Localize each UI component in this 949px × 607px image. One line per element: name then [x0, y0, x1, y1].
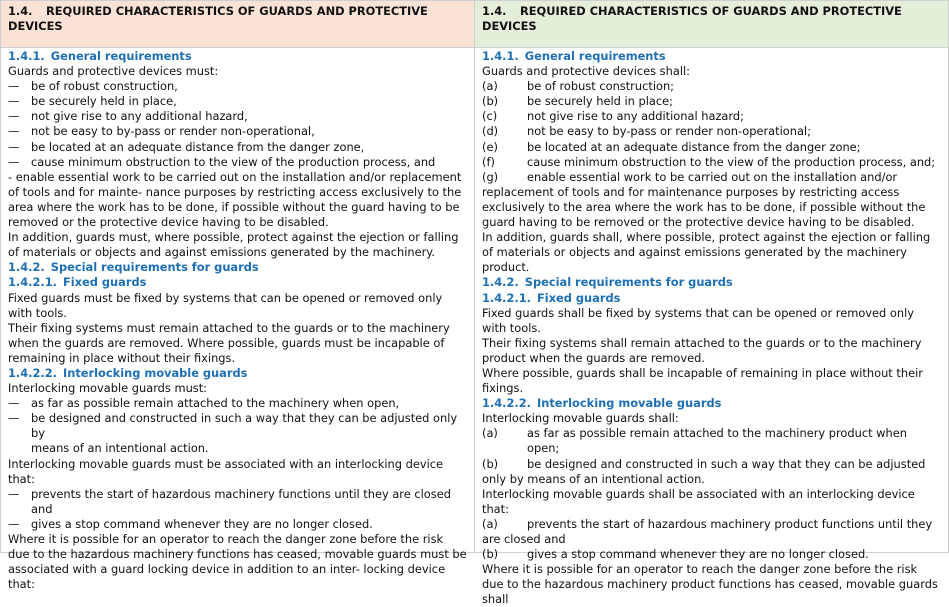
- right-interlock-final: Where it is possible for an operator to reach the danger zone before the risk due to the hazardous machinery product functions has ceased, movable guards shall: [482, 562, 938, 607]
- list-item-continuation: are closed and: [482, 532, 566, 546]
- heading-title: Special requirements for guards: [50, 260, 259, 275]
- list-text: be of robust construction;: [527, 79, 675, 94]
- right-general-intro: Guards and protective devices shall:: [482, 64, 690, 79]
- list-marker: —: [8, 516, 20, 531]
- right-body: [475, 48, 948, 607]
- list-item: [8, 487, 467, 517]
- list-item: [482, 94, 941, 109]
- right-heading-general: [482, 49, 941, 64]
- list-item: [482, 426, 941, 456]
- list-text: prevents the start of hazardous machinery product functions until they: [527, 516, 933, 531]
- list-item: [482, 457, 941, 472]
- list-marker: (b): [482, 94, 499, 109]
- heading-number: 1.4.1.: [8, 49, 45, 63]
- right-heading-fixed: [482, 291, 941, 306]
- left-interlock-para: Interlocking movable guards must be associated with an interlocking device that:: [8, 456, 444, 486]
- list-marker: —: [8, 411, 20, 426]
- list-item: [482, 124, 941, 139]
- left-header-title: REQUIRED CHARACTERISTICS OF GUARDS AND PROTECTIVE DEVICES: [8, 4, 428, 33]
- list-marker: (b): [482, 547, 499, 562]
- list-text: cause minimum obstruction to the view of the production process, and: [31, 154, 436, 169]
- list-item: [8, 124, 467, 139]
- left-general-para2: In addition, guards must, where possible, protect against the ejection or falling of materials or objects and against emissions generated by the machinery.: [8, 230, 459, 260]
- heading-title: General requirements: [50, 49, 192, 63]
- list-item: [482, 79, 941, 94]
- list-marker: —: [8, 124, 20, 139]
- list-text: enable essential work to be carried out on the installation and/or: [527, 169, 898, 184]
- list-item: [482, 170, 941, 185]
- left-heading-interlock: [8, 366, 467, 381]
- right-header-title: REQUIRED CHARACTERISTICS OF GUARDS AND PROTECTIVE DEVICES: [482, 4, 902, 33]
- list-text: cause minimum obstruction to the view of the production process, and;: [527, 154, 936, 169]
- left-body: [1, 48, 474, 592]
- list-item: [482, 547, 941, 562]
- list-item-continuation: only by means of an intentional action.: [482, 471, 705, 486]
- list-text: not be easy to by-pass or render non-operational,: [31, 124, 315, 139]
- heading-number: 1.4.2.: [482, 275, 519, 290]
- list-text: be securely held in place;: [527, 94, 673, 109]
- heading-title: Special requirements for guards: [524, 275, 733, 290]
- list-text: not give rise to any additional hazard,: [31, 109, 248, 124]
- list-marker: (a): [482, 426, 498, 441]
- list-item: [8, 517, 467, 532]
- list-item: [482, 109, 941, 124]
- right-heading-special: [482, 275, 941, 290]
- list-marker: (f): [482, 154, 495, 169]
- left-fixed-p1: Fixed guards must be fixed by systems that can be opened or removed only with tools.: [8, 290, 443, 320]
- list-marker: —: [8, 486, 20, 501]
- right-header: [475, 1, 948, 48]
- list-item: [482, 140, 941, 155]
- right-general-para1: replacement of tools and for maintenance purposes by restricting access exclusively to the area where the work has to be done, if possible without the guard having to be removed or the protective device having to be disabled.: [482, 184, 926, 230]
- list-text: be securely held in place,: [31, 94, 177, 109]
- right-fixed-p1: Fixed guards shall be fixed by systems that can be opened or removed only with tools.: [482, 305, 914, 335]
- list-text: gives a stop command whenever they are no longer closed.: [527, 547, 869, 562]
- right-interlock-para: Interlocking movable guards shall be associated with an interlocking device that:: [482, 486, 915, 516]
- list-marker: (d): [482, 124, 499, 139]
- list-text: be located at an adequate distance from the danger zone;: [527, 139, 861, 154]
- list-marker: (g): [482, 169, 499, 184]
- list-marker: (b): [482, 456, 499, 471]
- list-text: as far as possible remain attached to the machinery when open,: [31, 396, 400, 411]
- right-fixed-p3: Where possible, guards shall be incapable of remaining in place without their fixings.: [482, 365, 923, 396]
- heading-number: 1.4.2.2.: [8, 365, 58, 380]
- list-text: as far as possible remain attached to the machinery product when open;: [527, 426, 907, 456]
- list-item: [8, 411, 467, 441]
- heading-title: Fixed guards: [537, 290, 621, 305]
- list-item: [8, 155, 467, 170]
- list-item: [8, 140, 467, 155]
- right-header-number: 1.4.: [482, 4, 507, 18]
- heading-number: 1.4.2.1.: [482, 290, 532, 305]
- list-text: be designed and constructed in such a way that they can be adjusted: [527, 456, 926, 471]
- list-item: [8, 109, 467, 124]
- left-fixed-p2: Their fixing systems must remain attached to the guards or to the machinery when the guards are removed. Where possible, guards must be incapable of remaining in place without their fixings.: [8, 320, 450, 365]
- list-marker: —: [8, 94, 20, 109]
- left-interlock-final: Where it is possible for an operator to reach the danger zone before the risk due to the hazardous machinery functions has ceased, movable guards must be associated with a guard locking device in addition to an inter- locking device that:: [8, 532, 467, 592]
- list-text: prevents the start of hazardous machinery functions until they are closed and: [31, 486, 451, 516]
- left-header: [1, 1, 474, 48]
- heading-title: Fixed guards: [63, 275, 147, 290]
- left-general-para1: - enable essential work to be carried out on the installation and/or replacement of tools and for mainte- nance purposes by restricting access exclusively to the area where the work has to be done, if possible without the guard having to be removed or the protective device having to be disabled.: [8, 169, 462, 230]
- left-header-number: 1.4.: [8, 4, 33, 18]
- heading-title: Interlocking movable guards: [63, 365, 248, 380]
- list-text: be designed and constructed in such a way that they can be adjusted only by: [31, 411, 458, 441]
- left-heading-special: [8, 260, 467, 275]
- left-general-intro: Guards and protective devices must:: [8, 64, 219, 79]
- list-marker: (c): [482, 109, 498, 124]
- list-marker: (a): [482, 516, 498, 531]
- list-marker: —: [8, 109, 20, 124]
- heading-title: General requirements: [524, 49, 666, 63]
- left-heading-general: [8, 49, 467, 64]
- list-marker: —: [8, 139, 20, 154]
- list-item: [8, 94, 467, 109]
- list-text: gives a stop command whenever they are no longer closed.: [31, 516, 373, 531]
- list-marker: (e): [482, 139, 498, 154]
- list-text: not be easy to by-pass or render non-operational;: [527, 124, 811, 139]
- left-interlock-intro: Interlocking movable guards must:: [8, 381, 208, 396]
- heading-number: 1.4.2.1.: [8, 275, 58, 290]
- list-text: be of robust construction,: [31, 79, 178, 94]
- list-marker: —: [8, 79, 20, 94]
- left-column: [0, 0, 475, 592]
- heading-number: 1.4.2.2.: [482, 396, 532, 411]
- heading-title: Interlocking movable guards: [537, 396, 722, 411]
- right-general-para2: In addition, guards shall, where possible, protect against the ejection or falling of materials or objects and against emissions generated by the machinery product.: [482, 230, 931, 275]
- heading-number: 1.4.1.: [482, 49, 519, 63]
- right-column: [475, 0, 949, 607]
- list-item: [8, 79, 467, 94]
- list-marker: (a): [482, 79, 498, 94]
- heading-number: 1.4.2.: [8, 260, 45, 275]
- right-interlock-intro: Interlocking movable guards shall:: [482, 411, 679, 426]
- left-heading-fixed: [8, 275, 467, 290]
- list-item: [482, 155, 941, 170]
- list-marker: —: [8, 396, 20, 411]
- list-item: [8, 396, 467, 411]
- right-heading-interlock: [482, 396, 941, 411]
- list-item-continuation: means of an intentional action.: [31, 441, 209, 456]
- list-marker: —: [8, 154, 20, 169]
- list-item: [482, 517, 941, 532]
- list-text: be located at an adequate distance from the danger zone,: [31, 139, 365, 154]
- list-text: not give rise to any additional hazard;: [527, 109, 744, 124]
- right-fixed-p2: Their fixing systems shall remain attached to the guards or to the machinery product when the guards are removed.: [482, 335, 922, 365]
